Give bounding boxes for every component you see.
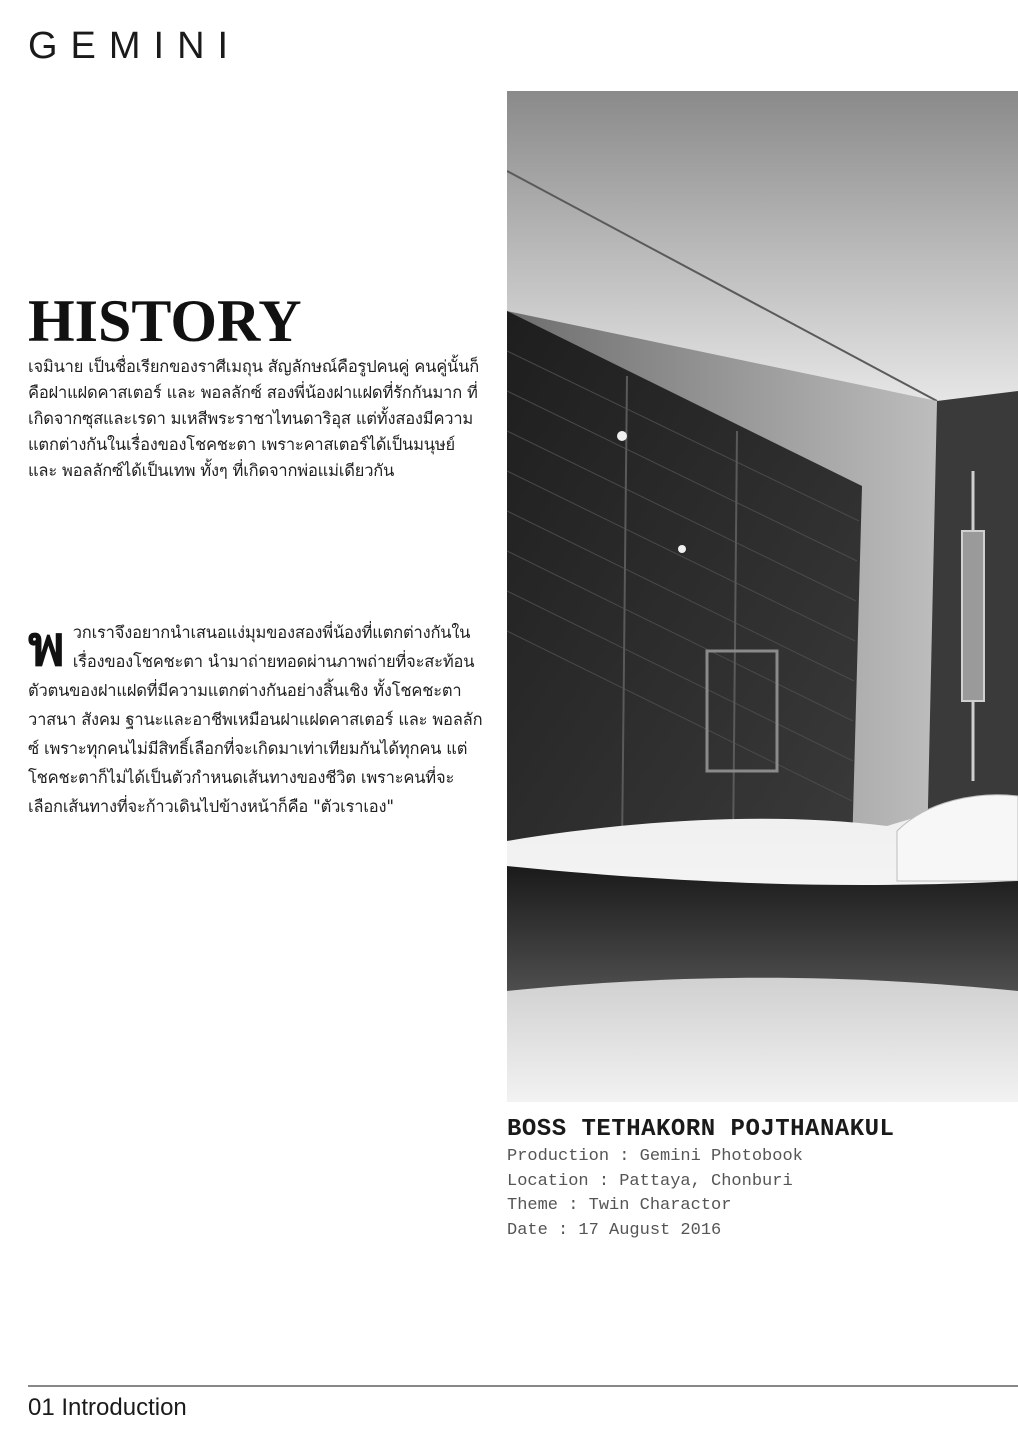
photo-credits xyxy=(507,1145,803,1243)
brand-logo: GEMINI xyxy=(28,25,242,67)
credit-production: Production : Gemini Photobook xyxy=(507,1147,803,1166)
model-name: BOSS TETHAKORN POJTHANAKUL xyxy=(507,1116,895,1143)
footer-section-label: 01 Introduction xyxy=(28,1394,187,1421)
drop-cap: พ xyxy=(28,614,65,679)
history-paragraph-2: วกเราจึงอยากนำเสนอแง่มุมของสองพี่น้องที่แตกต่างกันในเรื่องของโชคชะตา นำมาถ่ายทอดผ่านภาพถ่ายที่จะสะท้อนตัวตนของฝาแฝดที่มีความแตกต่างกันอย่างสิ้นเชิง ทั้งโชคชะตา วาสนา สังคม ฐานะและอาชีพเหมือนฝาแฝดคาสเตอร์ และ พอลลักซ์ เพราะทุกคนไม่มีสิทธิ์เลือกที่จะเกิดมาเท่าเทียมกันได้ทุกคน แต่โชคชะตาก็ไม่ได้เป็นตัวกำหนดเส้นทางของชีวิต เพราะคนที่จะเลือกเส้นทางที่จะก้าวเดินไปข้างหน้าก็คือ "ตัวเราเอง" xyxy=(28,623,483,816)
history-paragraph-1: เจมินาย เป็นชื่อเรียกของราศีเมถุน สัญลักษณ์คือรูปคนคู่ คนคู่นั้นก็คือฝาแฝดคาสเตอร์ และ พอลลักซ์ สองพี่น้องฝาแฝดที่รักกันมาก ที่เกิดจากซุสและเรดา มเหสีพระราชาไทนดาริอุส แต่ทั้งสองมีความแตกต่างกันในเรื่องของโชคชะตา เพราะคาสเตอร์ได้เป็นมนุษย์ และ พอลลักซ์ได้เป็นเทพ ทั้งๆ ที่เกิดจากพ่อแม่เดียวกัน xyxy=(28,357,479,480)
history-paragraph-2-block xyxy=(28,614,488,821)
credit-theme: Theme : Twin Charactor xyxy=(507,1196,732,1215)
bedroom-photo xyxy=(507,91,1018,1102)
history-title: HISTORY xyxy=(28,288,302,354)
footer-divider xyxy=(28,1385,1018,1387)
credit-date: Date : 17 August 2016 xyxy=(507,1220,722,1240)
credit-location: Location : Pattaya, Chonburi xyxy=(507,1171,793,1191)
